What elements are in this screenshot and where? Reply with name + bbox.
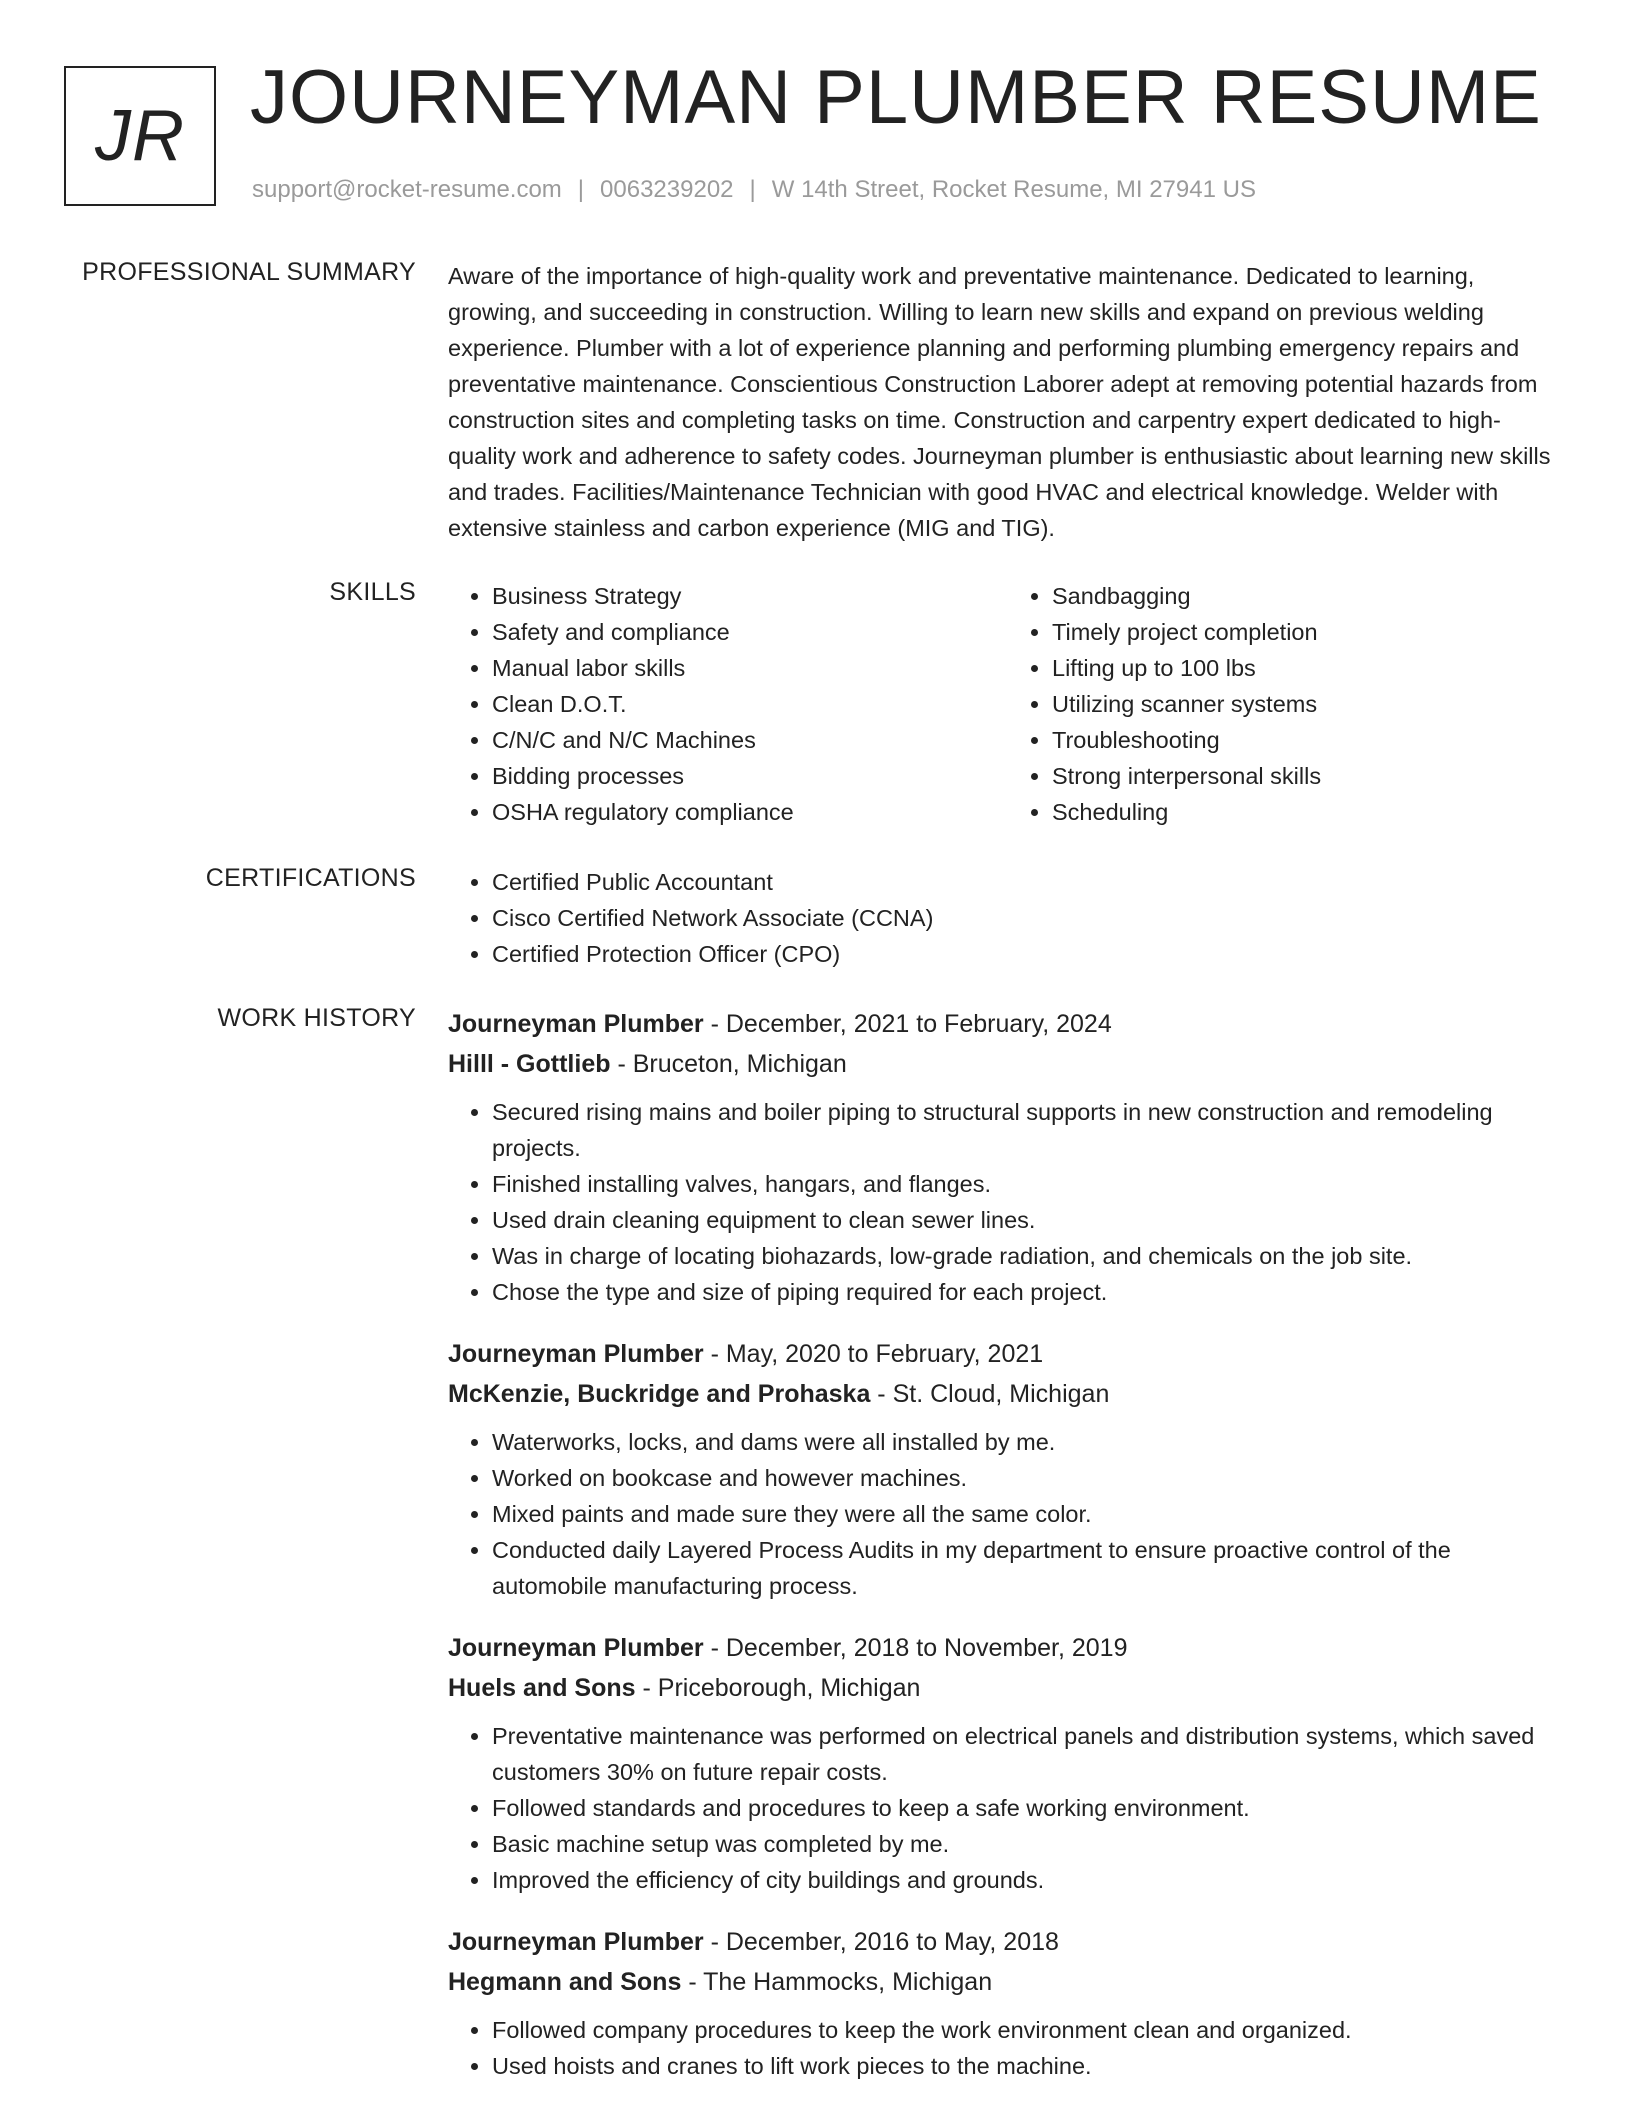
job-location: - Priceborough, Michigan — [635, 1674, 921, 1702]
job-dates: - December, 2021 to February, 2024 — [703, 1010, 1112, 1038]
job-bullet: • Mixed paints and made sure they were all the same color. — [492, 1496, 1568, 1532]
certification-item: • Cisco Certified Network Associate (CCNA) — [492, 900, 1568, 936]
job-bullet: • Used hoists and cranes to lift work pieces to the machine. — [492, 2048, 1568, 2084]
skills-list-left — [448, 578, 1008, 830]
skill-item: • Troubleshooting — [1052, 722, 1568, 758]
job-title-line — [448, 1628, 1568, 1668]
job-bullet: • Secured rising mains and boiler piping to structural supports in new construction and remodeling projects. — [492, 1094, 1568, 1166]
job-bullet: • Basic machine setup was completed by me. — [492, 1826, 1568, 1862]
job-bullet: • Conducted daily Layered Process Audits in my department to ensure proactive control of the automobile manufacturing process. — [492, 1532, 1568, 1604]
contact-phone: 0063239202 — [600, 176, 734, 203]
contact-separator: | — [749, 176, 756, 203]
job-location: - The Hammocks, Michigan — [681, 1968, 993, 1996]
skill-item: • Sandbagging — [1052, 578, 1568, 614]
job-bullet: • Improved the efficiency of city buildings and grounds. — [492, 1862, 1568, 1898]
certifications-list — [448, 864, 1568, 972]
job-bullet: • Worked on bookcase and however machines. — [492, 1460, 1568, 1496]
resume-title: JOURNEYMAN PLUMBER RESUME — [250, 55, 1542, 140]
job-title: Journeyman Plumber — [448, 1634, 704, 1662]
job-location: - St. Cloud, Michigan — [870, 1380, 1110, 1408]
job-bullets — [448, 1718, 1568, 1898]
job-entry — [448, 1922, 1568, 2084]
job-title: Journeyman Plumber — [448, 1010, 704, 1038]
job-company: Hilll - Gottlieb — [448, 1050, 611, 1078]
certification-item: • Certified Protection Officer (CPO) — [492, 936, 1568, 972]
skill-item: • Business Strategy — [492, 578, 1008, 614]
skill-item: • C/N/C and N/C Machines — [492, 722, 1008, 758]
job-company: Huels and Sons — [448, 1674, 636, 1702]
job-company-line — [448, 1668, 1568, 1708]
job-location: - Bruceton, Michigan — [610, 1050, 847, 1078]
job-bullet: • Was in charge of locating biohazards, low-grade radiation, and chemicals on the job site. — [492, 1238, 1568, 1274]
job-title-line — [448, 1922, 1568, 1962]
skill-item: • Utilizing scanner systems — [1052, 686, 1568, 722]
job-bullet: • Followed company procedures to keep the work environment clean and organized. — [492, 2012, 1568, 2048]
job-bullets — [448, 1424, 1568, 1604]
job-bullet: • Preventative maintenance was performed on electrical panels and distribution systems, which saved customers 30% on future repair costs. — [492, 1718, 1568, 1790]
job-bullet: • Waterworks, locks, and dams were all installed by me. — [492, 1424, 1568, 1460]
job-entry — [448, 1004, 1568, 1310]
initials-monogram — [64, 66, 216, 206]
job-bullets — [448, 2012, 1568, 2084]
section-label-work-history: WORK HISTORY — [217, 1004, 416, 1032]
skills-list-right — [1008, 578, 1568, 830]
skill-item: • Bidding processes — [492, 758, 1008, 794]
summary-body — [448, 258, 1568, 546]
section-label-certifications: CERTIFICATIONS — [205, 864, 416, 892]
job-bullets — [448, 1094, 1568, 1310]
job-entry — [448, 1334, 1568, 1604]
certification-item: • Certified Public Accountant — [492, 864, 1568, 900]
job-bullet: • Used drain cleaning equipment to clean sewer lines. — [492, 1202, 1568, 1238]
certifications-body — [448, 864, 1568, 972]
skill-item: • Lifting up to 100 lbs — [1052, 650, 1568, 686]
job-company-line — [448, 1962, 1568, 2002]
skill-item: • Timely project completion — [1052, 614, 1568, 650]
job-entry — [448, 1628, 1568, 1898]
job-title-line — [448, 1004, 1568, 1044]
job-dates: - December, 2016 to May, 2018 — [703, 1928, 1059, 1956]
job-title: Journeyman Plumber — [448, 1928, 704, 1956]
skill-item: • Scheduling — [1052, 794, 1568, 830]
job-company: McKenzie, Buckridge and Prohaska — [448, 1380, 871, 1408]
skills-body — [448, 578, 1568, 830]
job-bullet: • Chose the type and size of piping required for each project. — [492, 1274, 1568, 1310]
work-history-body — [448, 1004, 1568, 2108]
skill-item: • Clean D.O.T. — [492, 686, 1008, 722]
section-label-summary: PROFESSIONAL SUMMARY — [82, 258, 416, 286]
contact-address: W 14th Street, Rocket Resume, MI 27941 US — [771, 176, 1256, 203]
job-bullet: • Followed standards and procedures to keep a safe working environment. — [492, 1790, 1568, 1826]
job-company: Hegmann and Sons — [448, 1968, 682, 1996]
job-dates: - May, 2020 to February, 2021 — [703, 1340, 1044, 1368]
initials-text: JR — [95, 96, 185, 176]
job-dates: - December, 2018 to November, 2019 — [703, 1634, 1128, 1662]
contact-email: support@rocket-resume.com — [252, 176, 562, 203]
job-company-line — [448, 1374, 1568, 1414]
job-title: Journeyman Plumber — [448, 1340, 704, 1368]
summary-text: Aware of the importance of high-quality work and preventative maintenance. Dedicated to learning, growing, and succeeding in construction. Willing to learn new skills and expand on previous welding experience. Plumber with a lot of experience planning and performing plumbing emergency repairs and preventative maintenance. Conscientious Construction Laborer adept at removing potential hazards from construction sites and completing tasks on time. Construction and carpentry expert dedicated to high-quality work and adherence to safety codes. Journeyman plumber is enthusiastic about learning new skills and trades. Facilities/Maintenance Technician with good HVAC and electrical knowledge. Welder with extensive stainless and carbon experience (MIG and TIG). — [448, 263, 1551, 541]
job-company-line — [448, 1044, 1568, 1084]
contact-separator: | — [577, 176, 585, 203]
job-bullet: • Finished installing valves, hangars, and flanges. — [492, 1166, 1568, 1202]
skill-item: • Strong interpersonal skills — [1052, 758, 1568, 794]
skill-item: • Safety and compliance — [492, 614, 1008, 650]
skill-item: • Manual labor skills — [492, 650, 1008, 686]
section-label-skills: SKILLS — [329, 578, 416, 606]
job-title-line — [448, 1334, 1568, 1374]
skill-item: • OSHA regulatory compliance — [492, 794, 1008, 830]
contact-line — [252, 176, 1256, 204]
